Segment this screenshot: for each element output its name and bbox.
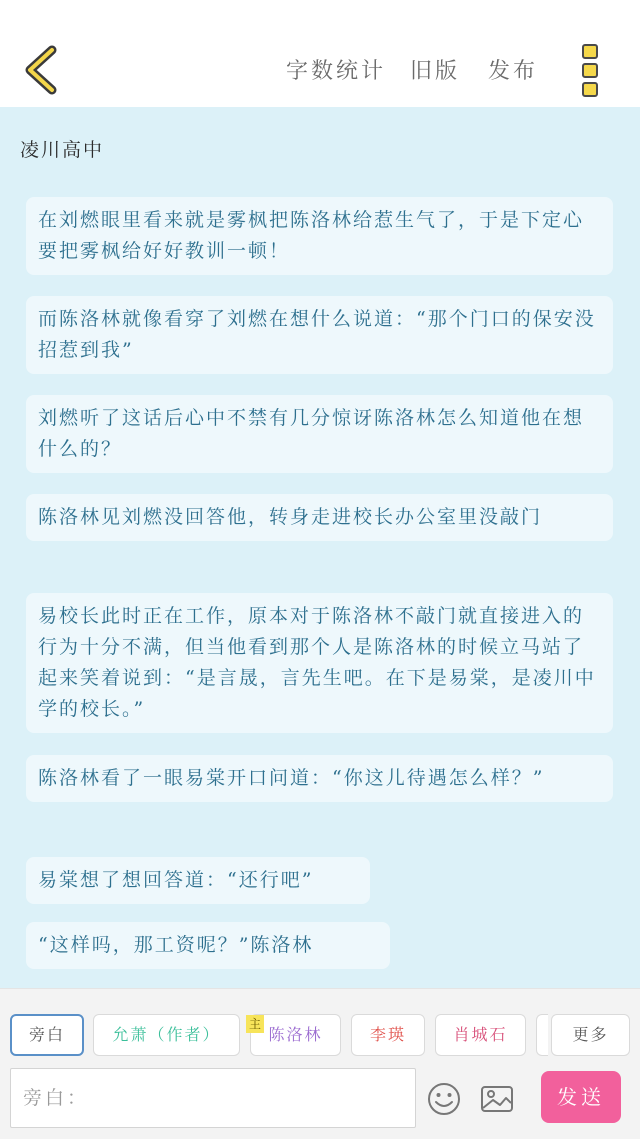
role-chip-xiao[interactable]: 肖城石: [435, 1014, 526, 1056]
message-bubble[interactable]: [26, 593, 613, 733]
message-text: 陈洛林看了一眼易棠开口问道：“你这儿待遇怎么样？”: [38, 767, 545, 789]
role-chip-chen[interactable]: 陈洛林: [250, 1014, 341, 1056]
composer-panel: [0, 988, 640, 1139]
main-role-badge: 主: [246, 1015, 264, 1033]
more-menu-icon[interactable]: [575, 44, 605, 100]
back-arrow-icon[interactable]: [20, 44, 64, 96]
message-bubble[interactable]: [26, 395, 613, 473]
old-version-button[interactable]: 旧版: [410, 59, 461, 84]
emoji-icon[interactable]: [426, 1081, 462, 1117]
message-bubble[interactable]: [26, 296, 613, 374]
story-title: 凌川高中: [20, 139, 105, 161]
role-chip-partial[interactable]: [536, 1014, 548, 1056]
message-text: 易棠想了想回答道：“还行吧”: [38, 869, 314, 891]
message-input[interactable]: 旁白：: [10, 1068, 416, 1128]
image-icon[interactable]: [479, 1081, 515, 1117]
role-chip-li[interactable]: 李瑛: [351, 1014, 425, 1056]
message-text: “这样吗，那工资呢？”陈洛林: [38, 934, 314, 956]
message-bubble[interactable]: [26, 494, 613, 541]
more-roles-button[interactable]: 更多: [551, 1014, 630, 1056]
message-bubble[interactable]: [26, 857, 370, 904]
top-bar: [0, 0, 640, 107]
message-bubble[interactable]: [26, 922, 390, 969]
message-bubble[interactable]: [26, 755, 613, 802]
message-text: 刘燃听了这话后心中不禁有几分惊讶陈洛林怎么知道他在想什么的？: [38, 407, 585, 460]
message-bubble[interactable]: [26, 197, 613, 275]
publish-button[interactable]: 发布: [488, 59, 539, 84]
message-text: 而陈洛林就像看穿了刘燃在想什么说道：“那个门口的保安没招惹到我”: [38, 308, 596, 361]
message-text: 陈洛林见刘燃没回答他，转身走进校长办公室里没敲门: [38, 506, 543, 528]
word-count-button[interactable]: 字数统计: [286, 59, 387, 84]
message-text: 在刘燃眼里看来就是雾枫把陈洛林给惹生气了，于是下定心要把雾枫给好好教训一顿！: [38, 209, 585, 262]
role-chip-author[interactable]: 允萧（作者）: [93, 1014, 240, 1056]
story-content[interactable]: [0, 107, 640, 988]
role-chip-narrator[interactable]: 旁白: [10, 1014, 84, 1056]
message-text: 易校长此时正在工作，原本对于陈洛林不敲门就直接进入的行为十分不满，但当他看到那个人是陈洛林的时候立马站了起来笑着说到：“是言晟，言先生吧。在下是易棠，是凌川中学的校长。”: [38, 605, 596, 720]
send-button[interactable]: 发送: [541, 1071, 621, 1123]
